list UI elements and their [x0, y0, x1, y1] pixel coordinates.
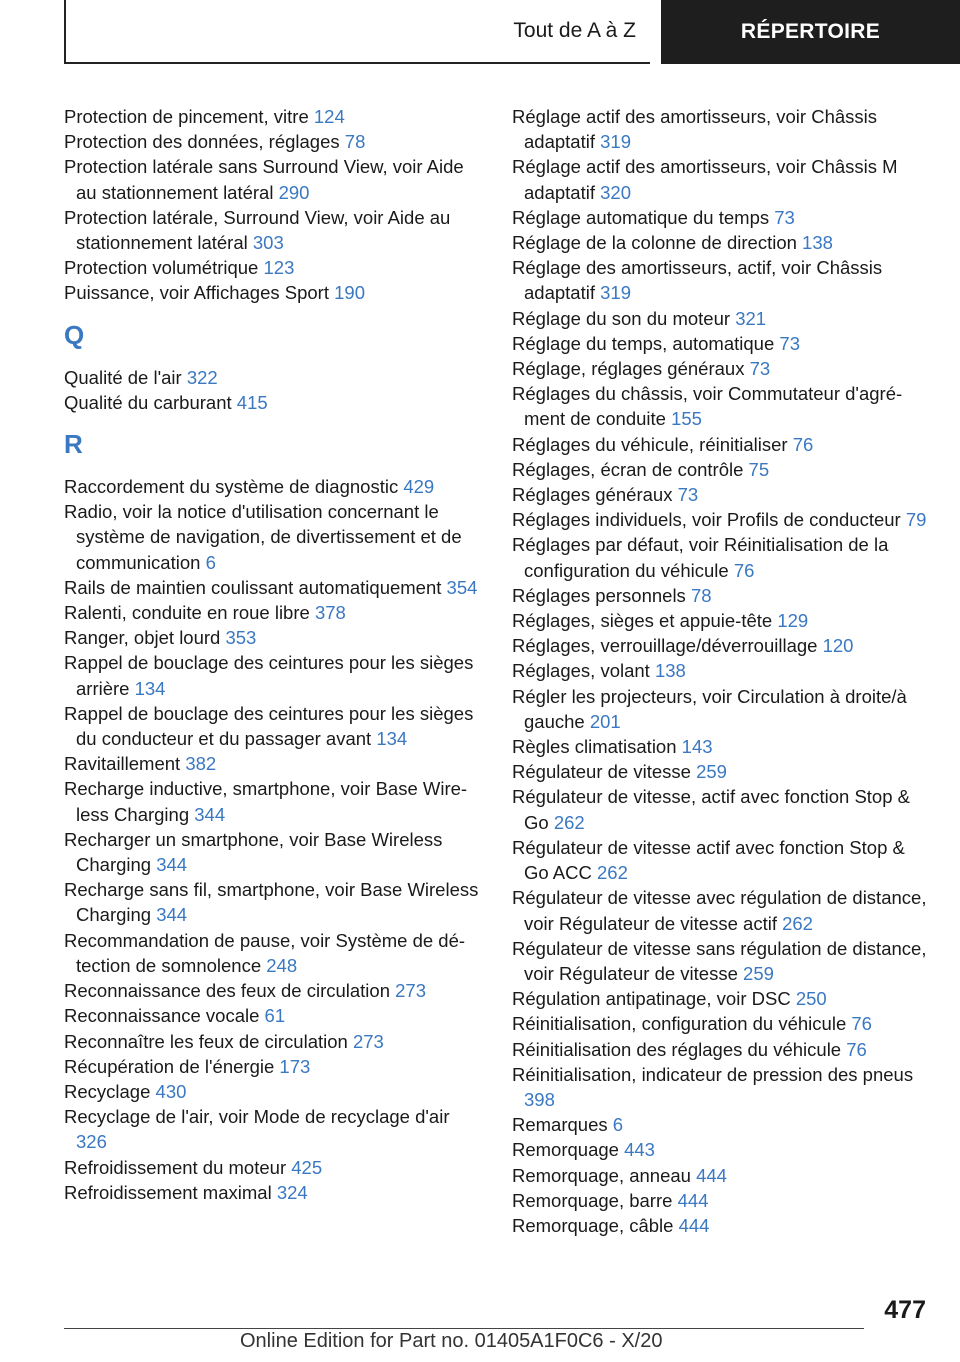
index-entry-text: Rappel de bouclage des ceintures pour les sièges du conducteur et du passager avant	[64, 702, 474, 750]
index-page-link[interactable]: 444	[678, 1214, 710, 1236]
index-entry-text: Reconnaissance vocale	[64, 1005, 260, 1027]
index-entry	[512, 734, 932, 759]
page-number: 477	[884, 1296, 926, 1324]
index-page-link[interactable]: 6	[612, 1114, 624, 1136]
index-page-link[interactable]: 76	[733, 559, 755, 581]
index-entry	[64, 827, 484, 877]
index-page-link[interactable]: 324	[276, 1181, 308, 1203]
index-entry	[512, 1137, 932, 1162]
index-page-link[interactable]: 398	[524, 1088, 555, 1110]
index-entry	[64, 600, 484, 625]
index-entry	[512, 255, 932, 305]
index-entry-text: Ralenti, conduite en roue libre	[64, 602, 310, 624]
index-entry	[512, 532, 932, 582]
index-entry-text: Réglages, verrouillage/déverrouillage	[512, 635, 818, 657]
index-page-link[interactable]: 259	[696, 761, 727, 783]
index-entry	[64, 751, 484, 776]
index-entry	[512, 306, 932, 331]
index-entry	[512, 684, 932, 734]
index-entry-text: Réglage, réglages généraux	[512, 358, 745, 380]
index-page-link[interactable]: 273	[352, 1030, 384, 1052]
index-entry	[512, 457, 932, 482]
index-entry	[64, 776, 484, 826]
index-entry-text: Remorquage	[512, 1139, 619, 1161]
index-entry-text: Réinitialisation, configuration du véhicule	[512, 1013, 847, 1035]
index-entry-text: Réglages, sièges et appuie-tête	[512, 610, 773, 632]
index-entry	[64, 104, 484, 129]
index-entry-text: Ravitaillement	[64, 753, 181, 775]
index-entry	[512, 230, 932, 255]
index-entry-text: Rails de maintien coulissant automatiquement	[64, 576, 442, 598]
index-letter-heading: Q	[64, 319, 85, 350]
index-page-link[interactable]: 173	[279, 1055, 311, 1077]
index-entry-text: Reconnaître les feux de circulation	[64, 1030, 348, 1052]
index-entry-text: Régulateur de vitesse avec régulation de distance, voir Régulateur de vitesse actif	[512, 887, 927, 934]
index-entry	[64, 1155, 484, 1180]
index-entry-text: Règles climatisation	[512, 736, 677, 758]
index-page-link[interactable]: 415	[236, 391, 268, 413]
index-entry	[64, 255, 484, 280]
index-entry-text: Régulation antipatinage, voir DSC	[512, 988, 791, 1010]
index-page-link[interactable]: 73	[774, 206, 795, 228]
index-entry-text: Protection volumétrique	[64, 257, 259, 279]
index-entry	[512, 784, 932, 834]
index-entry-text: Recharge sans fil, smartphone, voir Base Wireless Charging	[64, 879, 479, 926]
index-entry	[512, 936, 932, 986]
index-entry-text: Régulateur de vitesse sans régulation de distance, voir Régulateur de vitesse	[512, 937, 927, 984]
index-entry-text: Remorquage, anneau	[512, 1164, 691, 1186]
index-entry	[512, 885, 932, 935]
index-page-link[interactable]: 262	[553, 811, 585, 833]
index-page-link[interactable]: 78	[344, 131, 366, 153]
index-entry	[512, 1037, 932, 1062]
index-entry	[64, 1003, 484, 1028]
index-entry-text: Qualité de l'air	[64, 366, 182, 388]
index-entry	[512, 759, 932, 784]
index-entry-text: Rappel de bouclage des ceintures pour les sièges arrière	[64, 652, 474, 699]
index-entry-text: Protection des données, réglages	[64, 131, 340, 153]
index-page-link[interactable]: 129	[777, 610, 809, 632]
index-entry-text: Recommandation de pause, voir Système de détection de somnolence	[64, 929, 466, 976]
index-entry	[64, 1054, 484, 1079]
index-letter-heading: R	[64, 429, 83, 460]
index-entry-text: Réglages individuels, voir Profils de conducteur	[512, 509, 901, 531]
index-entry	[64, 205, 484, 255]
index-entry-text: Réglage actif des amortisseurs, voir Châssis adaptatif	[512, 106, 878, 153]
index-entry-text: Remorquage, barre	[512, 1189, 673, 1211]
index-page-link[interactable]: 354	[446, 576, 478, 598]
index-page-link[interactable]: 378	[314, 602, 346, 624]
index-page-link[interactable]: 124	[313, 106, 345, 127]
header-chapter-title: Tout de A à Z	[513, 19, 636, 42]
index-entry-text: Raccordement du système de diagnostic	[64, 476, 399, 498]
index-page-link[interactable]: 123	[263, 257, 295, 279]
index-page-link[interactable]: 303	[252, 232, 284, 254]
index-entry	[512, 1062, 932, 1112]
index-entry	[64, 499, 484, 575]
index-page-link[interactable]: 322	[186, 366, 218, 388]
index-entry	[512, 331, 932, 356]
index-entry-text: Réglage des amortisseurs, actif, voir Châssis adaptatif	[512, 257, 883, 304]
index-entry-text: Régulateur de vitesse actif avec fonction Stop & Go ACC	[512, 836, 905, 884]
index-page-link[interactable]: 250	[795, 988, 827, 1010]
index-page-link[interactable]: 321	[735, 307, 767, 329]
header-section-tab[interactable]: RÉPERTOIRE	[661, 0, 960, 64]
index-entry-text: Réglages généraux	[512, 484, 673, 506]
index-page-link[interactable]: 155	[671, 408, 702, 430]
index-column-right	[512, 104, 932, 1238]
index-entry-text: Refroidissement maximal	[64, 1181, 272, 1203]
index-page-link[interactable]: 201	[589, 710, 621, 732]
index-page-link[interactable]: 259	[743, 962, 774, 984]
index-entry	[512, 986, 932, 1011]
index-entry	[512, 482, 932, 507]
index-entry	[512, 583, 932, 608]
index-entry-text: Remorquage, câble	[512, 1214, 674, 1236]
footer-divider	[64, 1328, 864, 1329]
index-entry	[64, 390, 484, 415]
index-page-link[interactable]: 262	[782, 912, 813, 934]
index-entry-text: Recharge inductive, smartphone, voir Base Wireless Charging	[64, 778, 468, 825]
index-entry-text: Réglage de la colonne de direction	[512, 232, 797, 254]
index-page-link[interactable]: 319	[600, 131, 631, 153]
index-entry-text: Puissance, voir Affichages Sport	[64, 282, 329, 304]
index-page-link[interactable]: 134	[134, 677, 166, 699]
index-entry	[64, 650, 484, 700]
index-page-link[interactable]: 120	[822, 635, 854, 657]
index-entry	[64, 129, 484, 154]
index-page-link[interactable]: 61	[264, 1005, 286, 1027]
index-entry-text: Radio, voir la notice d'utilisation concernant le système de navigation, de divertissement et de communication	[64, 501, 462, 573]
index-page-link[interactable]: 290	[278, 181, 310, 203]
index-entry	[64, 1029, 484, 1054]
index-page-link[interactable]: 273	[395, 980, 427, 1002]
index-column-left	[64, 104, 484, 1205]
index-entry	[512, 104, 932, 154]
index-entry-text: Recyclage de l'air, voir Mode de recyclage d'air	[64, 1106, 450, 1128]
index-entry	[512, 507, 932, 532]
index-entry	[512, 1112, 932, 1137]
index-entry	[64, 1079, 484, 1104]
index-page-link[interactable]: 78	[690, 584, 712, 606]
index-entry-text: Refroidissement du moteur	[64, 1156, 287, 1178]
index-page-link[interactable]: 138	[654, 660, 686, 682]
index-entry	[64, 154, 484, 204]
index-entry-text: Régulateur de vitesse	[512, 761, 691, 783]
index-page-link[interactable]: 429	[403, 476, 435, 498]
index-page-link[interactable]: 262	[597, 862, 628, 884]
index-entry	[512, 835, 932, 885]
index-entry-text: Réglages personnels	[512, 584, 686, 606]
index-entry-text: Réglages du châssis, voir Commutateur d'agrément de conduite	[512, 383, 903, 430]
index-entry-text: Réinitialisation des réglages du véhicule	[512, 1038, 842, 1060]
index-entry	[512, 432, 932, 457]
index-entry	[64, 701, 484, 751]
index-page-link[interactable]: 134	[376, 728, 408, 750]
index-entry-text: Réglage automatique du temps	[512, 206, 770, 228]
index-entry-text: Réglages du véhicule, réinitialiser	[512, 433, 788, 455]
index-page-link[interactable]: 6	[205, 551, 216, 573]
index-page-link[interactable]: 444	[677, 1189, 709, 1211]
index-page-link[interactable]: 344	[194, 803, 226, 825]
index-entry	[512, 608, 932, 633]
header-underline	[64, 62, 650, 64]
index-entry-text: Protection de pincement, vitre	[64, 106, 309, 127]
index-page-link[interactable]: 73	[677, 484, 699, 506]
index-page-link[interactable]: 326	[76, 1131, 107, 1153]
index-entry-text: Récupération de l'énergie	[64, 1055, 275, 1077]
index-page-link[interactable]: 430	[155, 1080, 187, 1102]
index-entry-text: Réglage du temps, automatique	[512, 332, 775, 354]
index-entry	[512, 1163, 932, 1188]
index-entry	[512, 633, 932, 658]
index-entry-text: Réglages, volant	[512, 660, 650, 682]
index-page-link[interactable]: 425	[291, 1156, 323, 1178]
index-entry	[512, 658, 932, 683]
index-entry-text: Protection latérale sans Surround View, voir Aide au stationnement latéral	[64, 156, 464, 203]
index-entry-text: Recyclage	[64, 1080, 151, 1102]
index-entry	[512, 154, 932, 204]
index-entry	[512, 205, 932, 230]
index-page-link[interactable]: 344	[156, 904, 188, 926]
index-entry	[512, 1011, 932, 1036]
index-entry-text: Réglage actif des amortisseurs, voir Châssis M adaptatif	[512, 156, 898, 203]
index-entry-text: Régler les projecteurs, voir Circulation à droite/à gauche	[512, 685, 907, 732]
index-entry	[64, 474, 484, 499]
index-entry-text: Qualité du carburant	[64, 391, 232, 413]
index-page-link[interactable]: 76	[851, 1013, 872, 1035]
index-page-link[interactable]: 353	[225, 627, 257, 649]
index-entry	[512, 1213, 932, 1238]
index-entry	[64, 877, 484, 927]
index-entry	[512, 356, 932, 381]
index-entry	[64, 625, 484, 650]
index-entry	[64, 575, 484, 600]
footer-edition-text: Online Edition for Part no. 01405A1F0C6 - X/20	[240, 1330, 663, 1352]
index-entry-text: Protection latérale, Surround View, voir Aide au stationnement latéral	[64, 206, 451, 254]
index-page-link[interactable]: 319	[600, 282, 631, 304]
index-entry	[64, 365, 484, 390]
index-entry	[512, 381, 932, 431]
index-entry-text: Reconnaissance des feux de circulation	[64, 980, 390, 1002]
index-page-link[interactable]: 73	[779, 332, 800, 354]
index-entry	[64, 928, 484, 978]
index-page-link[interactable]: 76	[792, 433, 814, 455]
index-page-link[interactable]: 344	[156, 854, 188, 876]
index-entry-text: Réglage du son du moteur	[512, 307, 731, 329]
index-entry	[64, 280, 484, 305]
index-entry-text: Recharger un smartphone, voir Base Wireless Charging	[64, 828, 443, 876]
index-entry-text: Réglages, écran de contrôle	[512, 458, 744, 480]
index-entry	[512, 1188, 932, 1213]
index-page-link[interactable]: 443	[624, 1139, 655, 1161]
index-entry	[64, 1180, 484, 1205]
index-page-link[interactable]: 73	[749, 358, 771, 380]
index-entry-text: Ranger, objet lourd	[64, 627, 221, 649]
index-entry	[64, 978, 484, 1003]
index-entry-text: Réglages par défaut, voir Réinitialisation de la configuration du véhicule	[512, 534, 889, 581]
index-page-link[interactable]: 382	[185, 753, 217, 775]
index-entry	[64, 1104, 484, 1154]
index-page-link[interactable]: 75	[748, 458, 770, 480]
index-page-link[interactable]: 190	[334, 282, 365, 304]
index-page-link[interactable]: 138	[802, 232, 833, 254]
index-page-link[interactable]: 143	[681, 736, 713, 758]
index-page-link[interactable]: 444	[696, 1164, 727, 1186]
index-entry-text: Remarques	[512, 1114, 608, 1136]
index-page-link[interactable]: 76	[846, 1038, 867, 1060]
index-entry-text: Réinitialisation, indicateur de pression des pneus	[512, 1063, 914, 1085]
index-page-link[interactable]: 320	[600, 181, 631, 203]
index-entry-text: Régulateur de vitesse, actif avec fonction Stop & Go	[512, 786, 910, 833]
index-page-link[interactable]: 79	[905, 509, 927, 531]
index-page-link[interactable]: 248	[266, 954, 298, 976]
